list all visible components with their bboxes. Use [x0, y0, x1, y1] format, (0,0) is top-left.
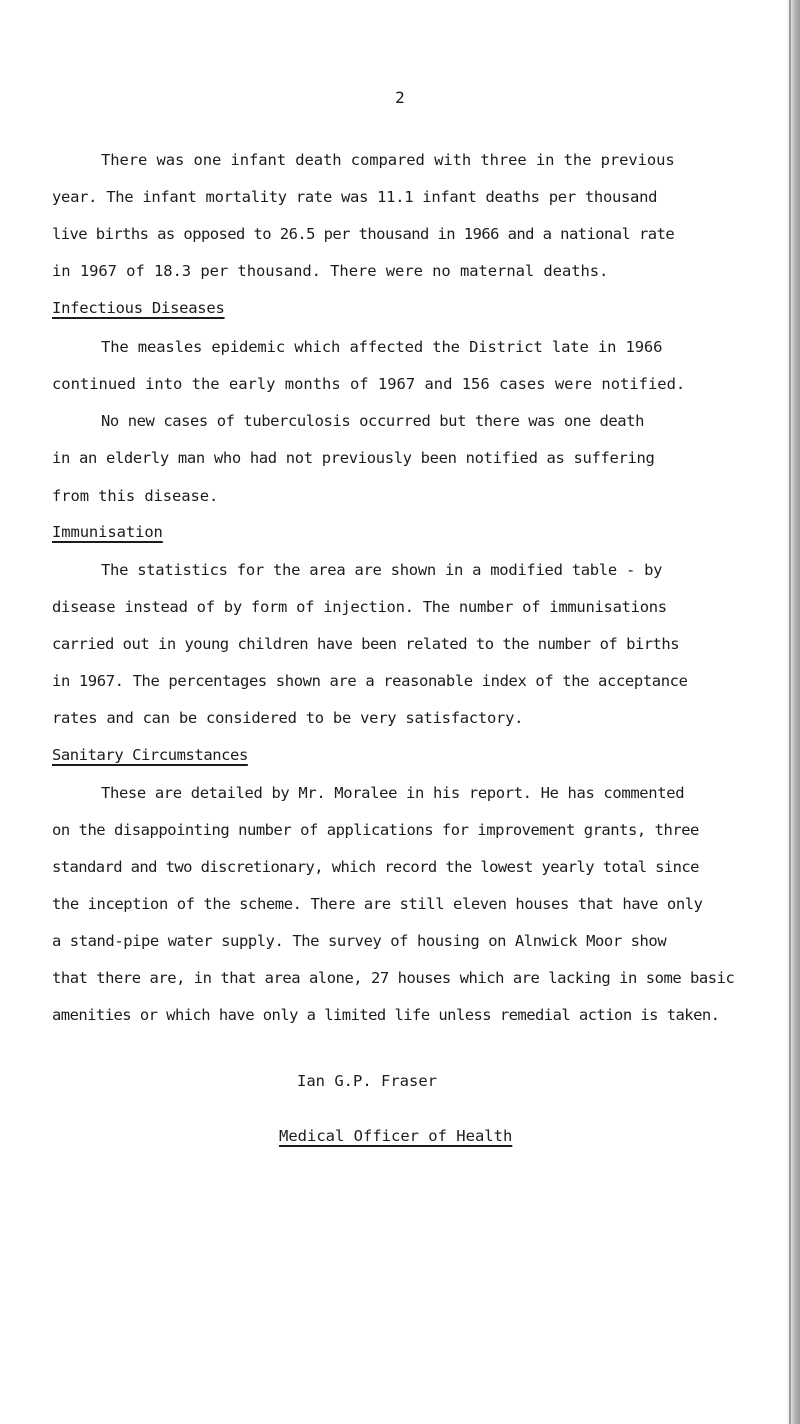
signature-name: Ian G.P. Fraser [297, 1072, 437, 1090]
paragraph-sanitary-line-7: amenities or which have only a limited life unless remedial action is taken. [52, 1006, 720, 1024]
paragraph-sanitary-line-6: that there are, in that area alone, 27 houses which are lacking in some basic [52, 969, 735, 987]
paragraph-infectious-line-1: The measles epidemic which affected the District late in 1966 [101, 338, 663, 356]
paragraph-infectious-line-2: continued into the early months of 1967 and 156 cases were notified. [52, 375, 686, 393]
paragraph-sanitary-line-3: standard and two discretionary, which record the lowest yearly total since [52, 858, 699, 876]
paragraph-immunisation-line-3: carried out in young children have been related to the number of births [52, 635, 680, 653]
paragraph-immunisation-line-4: in 1967. The percentages shown are a reasonable index of the acceptance [52, 672, 688, 690]
paragraph-sanitary-line-1: These are detailed by Mr. Moralee in his report. He has commented [101, 784, 685, 802]
paragraph-infectious-line-4: in an elderly man who had not previously been notified as suffering [52, 449, 655, 467]
paragraph-infant-line-4: in 1967 of 18.3 per thousand. There were no maternal deaths. [52, 262, 609, 280]
paragraph-infant-line-2: year. The infant mortality rate was 11.1 infant deaths per thousand [52, 188, 658, 206]
heading-immunisation: Immunisation [52, 523, 163, 541]
paragraph-infectious-line-3: No new cases of tuberculosis occurred but there was one death [101, 412, 645, 430]
paragraph-immunisation-line-2: disease instead of by form of injection. The number of immunisations [52, 598, 667, 616]
paragraph-sanitary-line-2: on the disappointing number of applications for improvement grants, three [52, 821, 699, 839]
paragraph-immunisation-line-1: The statistics for the area are shown in a modified table - by [101, 561, 663, 579]
paragraph-infant-line-1: There was one infant death compared with three in the previous [101, 151, 675, 169]
paragraph-infectious-line-5: from this disease. [52, 487, 219, 505]
page-edge-shadow [786, 0, 800, 1424]
paragraph-sanitary-line-5: a stand-pipe water supply. The survey of housing on Alnwick Moor show [52, 932, 667, 950]
paragraph-immunisation-line-5: rates and can be considered to be very satisfactory. [52, 709, 524, 727]
signature-title: Medical Officer of Health [279, 1127, 513, 1145]
paragraph-infant-line-3: live births as opposed to 26.5 per thousand in 1966 and a national rate [52, 225, 675, 243]
heading-sanitary-circumstances: Sanitary Circumstances [52, 746, 248, 764]
heading-infectious-diseases: Infectious Diseases [52, 299, 225, 317]
paragraph-sanitary-line-4: the inception of the scheme. There are still eleven houses that have only [52, 895, 703, 913]
page-number: 2 [395, 88, 405, 107]
